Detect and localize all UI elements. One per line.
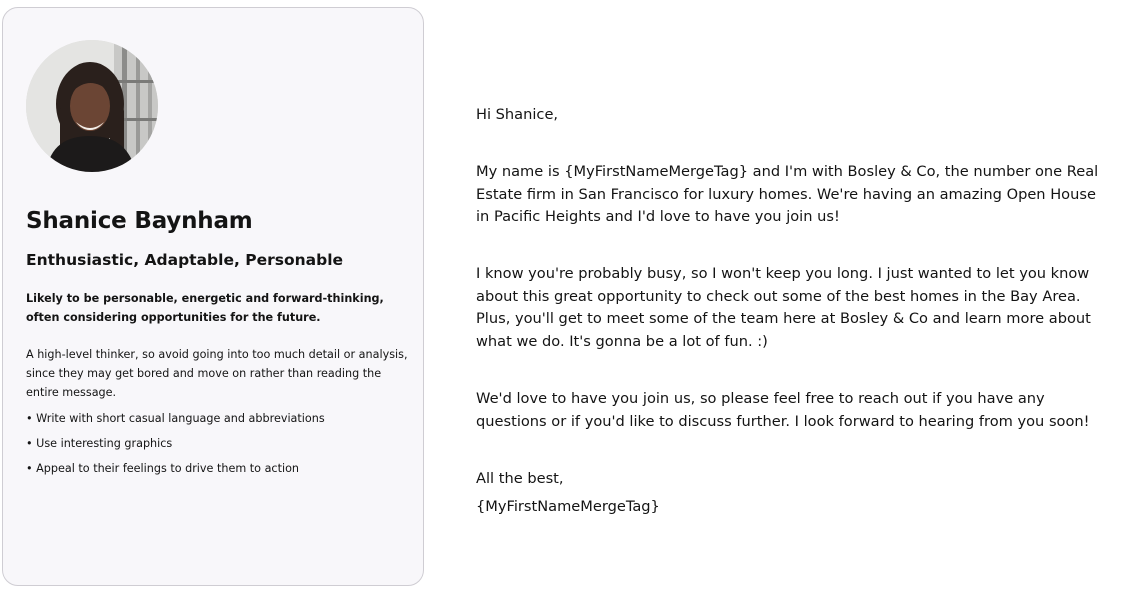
communication-advice: A high-level thinker, so avoid going into too much detail or analysis, since they may get bored and move on rather than reading the entire message. xyxy=(26,348,408,399)
email-greeting: Hi Shanice, xyxy=(476,106,559,123)
communication-tips xyxy=(26,406,325,481)
list-item: • Appeal to their feelings to drive them to action xyxy=(26,462,300,475)
email-signoff: All the best, xyxy=(476,470,564,487)
list-item: • Use interesting graphics xyxy=(26,437,173,450)
avatar xyxy=(26,40,158,172)
personality-summary: Likely to be personable, energetic and forward-thinking, often considering opportunities for the future. xyxy=(26,292,384,324)
email-paragraph: My name is {MyFirstNameMergeTag} and I'm with Bosley & Co, the number one Real Estate firm in San Francisco for luxury homes. We're having an amazing Open House in Pacific Heights and I'd love to have you join us! xyxy=(476,163,1099,226)
personality-traits: Enthusiastic, Adaptable, Personable xyxy=(26,251,344,269)
profile-name: Shanice Baynham xyxy=(26,208,253,234)
email-paragraph: We'd love to have you join us, so please feel free to reach out if you have any questions or if you'd like to discuss further. I look forward to hearing from you soon! xyxy=(476,390,1090,430)
profile-photo xyxy=(26,40,158,172)
email-signature: {MyFirstNameMergeTag} xyxy=(476,498,660,515)
email-paragraph: I know you're probably busy, so I won't keep you long. I just wanted to let you know about this great opportunity to check out some of the best homes in the Bay Area. Plus, you'll get to meet some of the team here at Bosley & Co and learn more about what we do. It's gonna be a lot of fun. :) xyxy=(476,265,1091,351)
personality-profile-card xyxy=(2,7,424,586)
list-item: • Write with short casual language and abbreviations xyxy=(26,412,325,425)
